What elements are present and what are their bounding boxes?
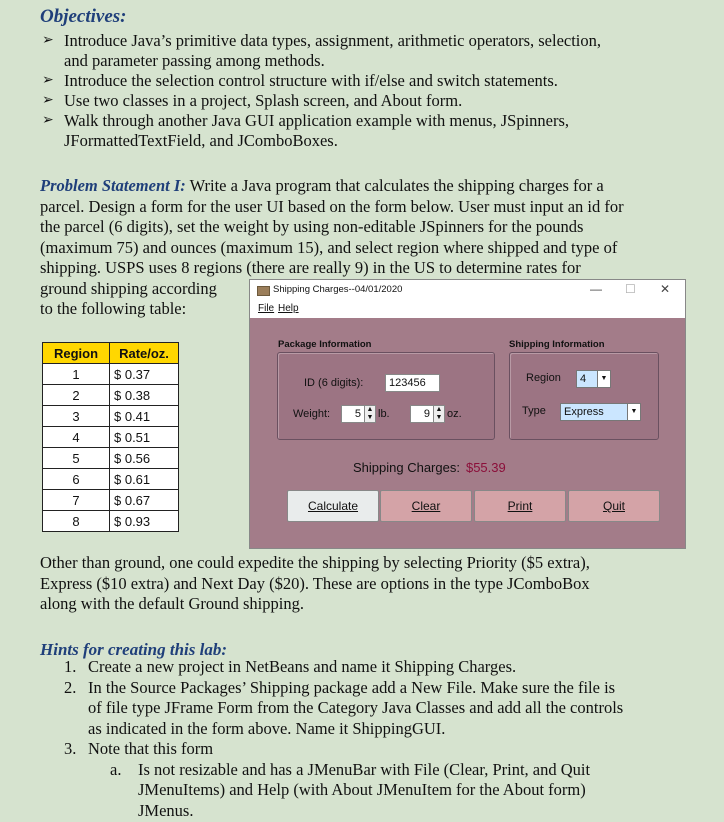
hints-heading: Hints for creating this lab: (40, 640, 228, 659)
shipping-info-label: Shipping Information (509, 339, 605, 350)
hint-step: 1. Create a new project in NetBeans and name it Shipping Charges. (64, 657, 517, 676)
objective-item: ➢ Introduce the selection control structure with if/else and switch statements. (42, 71, 558, 90)
table-row (43, 427, 179, 448)
rate-cell: $ 0.41 (110, 406, 179, 427)
rate-cell: $ 0.61 (110, 469, 179, 490)
rate-cell: $ 0.67 (110, 490, 179, 511)
objectives-heading: Objectives: (40, 6, 127, 27)
objectives-list (40, 31, 700, 151)
expedite-paragraph (40, 553, 700, 615)
rate-header: Rate/oz. (110, 343, 179, 364)
ounces-unit: oz. (447, 408, 462, 420)
hint-substep: a. Is not resizable and has a JMenuBar with File (Clear, Print, and Quit JMenuItems) and Help (with About JMenuItem for the About form) JMenus. (110, 759, 591, 820)
calculate-button[interactable]: Calculate (287, 490, 379, 522)
paragraph-line: along with the default Ground shipping. (40, 594, 304, 613)
problem-line: Problem Statement I: Write a Java program that calculates the shipping charges for a (40, 176, 604, 195)
problem-line: to the following table: (40, 299, 187, 318)
table-header-row (43, 343, 179, 364)
table-row (43, 448, 179, 469)
bullet-arrow-icon: ➢ (42, 93, 54, 108)
objective-item: ➢ Introduce Java’s primitive data types, assignment, arithmetic operators, selection, and parameter passing among methods. (42, 31, 602, 70)
pounds-spinner[interactable]: 5 ▲ ▼ (341, 405, 376, 423)
type-label: Type (522, 405, 546, 417)
region-header: Region (43, 343, 110, 364)
shipping-info-panel (509, 352, 659, 440)
ounces-spinner[interactable]: 9 ▲ ▼ (410, 405, 445, 423)
region-cell: 3 (43, 406, 110, 427)
shipping-charges-display (353, 460, 506, 475)
table-row (43, 364, 179, 385)
region-cell: 5 (43, 448, 110, 469)
menu-file[interactable]: File (258, 303, 275, 314)
problem-line: the parcel (6 digits), set the weight by using non-editable JSpinners for the pounds (40, 217, 584, 236)
rate-cell: $ 0.38 (110, 385, 179, 406)
type-combobox[interactable]: Express ▼ (560, 403, 641, 421)
problem-line: ground shipping according (40, 278, 217, 298)
problem-line: shipping. USPS uses 8 regions (there are really 9) in the US to determine rates for (40, 258, 581, 277)
table-row (43, 385, 179, 406)
charges-value: $55.39 (465, 460, 506, 475)
spinner-arrows-icon[interactable]: ▲ ▼ (364, 406, 375, 422)
bullet-arrow-icon: ➢ (42, 113, 54, 128)
chevron-down-icon[interactable]: ▼ (627, 404, 640, 420)
minimize-icon[interactable]: — (590, 282, 602, 296)
rate-table (42, 342, 179, 532)
package-info-label: Package Information (278, 339, 372, 350)
id-label: ID (6 digits): (304, 377, 364, 389)
quit-button[interactable]: Quit (568, 490, 660, 522)
region-cell: 8 (43, 511, 110, 532)
menu-help[interactable]: Help (278, 303, 299, 314)
spinner-arrows-icon[interactable]: ▲ ▼ (433, 406, 444, 422)
rate-cell: $ 0.51 (110, 427, 179, 448)
weight-label: Weight: (293, 408, 331, 420)
rate-cell: $ 0.93 (110, 511, 179, 532)
hint-step: 3. Note that this form (64, 739, 214, 758)
menu-bar (250, 300, 685, 318)
window-title: Shipping Charges--04/01/2020 (273, 284, 403, 295)
hint-step: 2. In the Source Packages’ Shipping package add a New File. Make sure the file is of file type JFrame Form from the Category Java Classes and add all the controls as indicated in the form above. Name it ShippingGUI. (64, 677, 624, 738)
table-row (43, 511, 179, 532)
region-label: Region (526, 372, 561, 384)
paragraph-line: Other than ground, one could expedite the shipping by selecting Priority ($5 extra), (40, 553, 590, 572)
problem-line: parcel. Design a form for the user UI based on the form below. User must input an id for (40, 196, 624, 216)
app-icon (257, 286, 270, 296)
maximize-icon[interactable]: ☐ (625, 282, 636, 296)
region-cell: 7 (43, 490, 110, 511)
region-cell: 6 (43, 469, 110, 490)
hints-list (58, 657, 698, 821)
close-icon[interactable]: ✕ (660, 282, 671, 296)
package-info-panel (277, 352, 495, 440)
bullet-arrow-icon: ➢ (42, 33, 54, 48)
pounds-unit: lb. (378, 408, 390, 420)
objective-item: ➢ Walk through another Java GUI application example with menus, JSpinners, JFormattedTextField, and JComboBoxes. (42, 111, 570, 150)
shipping-charges-window (249, 279, 686, 549)
charges-label: Shipping Charges: (353, 460, 460, 475)
id-input[interactable]: 123456 (385, 374, 440, 392)
table-row (43, 469, 179, 490)
chevron-down-icon[interactable]: ▼ (597, 371, 610, 387)
table-row (43, 490, 179, 511)
region-cell: 1 (43, 364, 110, 385)
problem-line: (maximum 75) and ounces (maximum 15), and select region where shipped and type of (40, 237, 618, 257)
print-button[interactable]: Print (474, 490, 566, 522)
problem-title: Problem Statement I: (40, 176, 186, 195)
paragraph-line: Express ($10 extra) and Next Day ($20). These are options in the type JComboBox (40, 573, 590, 593)
region-cell: 4 (43, 427, 110, 448)
table-row (43, 406, 179, 427)
rate-cell: $ 0.37 (110, 364, 179, 385)
region-cell: 2 (43, 385, 110, 406)
objective-item: ➢ Use two classes in a project, Splash screen, and About form. (42, 91, 463, 110)
clear-button[interactable]: Clear (380, 490, 472, 522)
bullet-arrow-icon: ➢ (42, 73, 54, 88)
rate-cell: $ 0.56 (110, 448, 179, 469)
region-combobox[interactable]: 4 ▼ (576, 370, 611, 388)
window-titlebar (250, 280, 685, 300)
